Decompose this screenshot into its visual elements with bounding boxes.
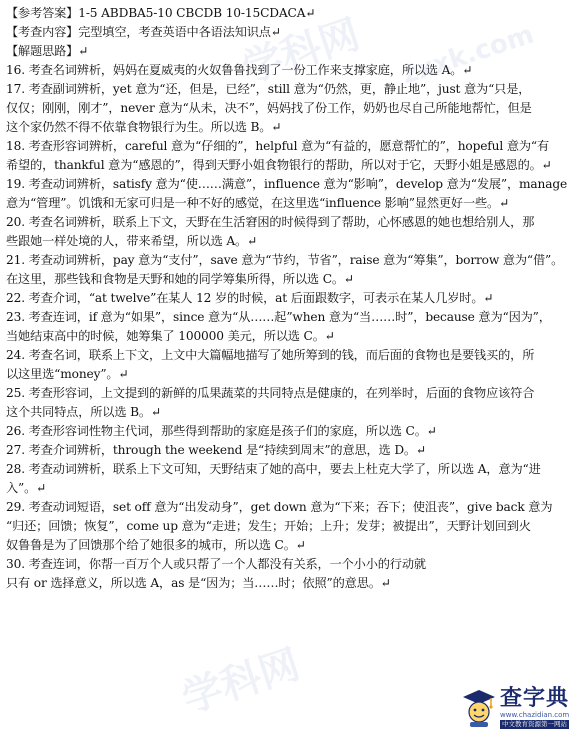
text-line: 25. 考查形容词，上文提到的新鲜的瓜果蔬菜的共同特点是健康的，在列举时，后面的食物应该符合 xyxy=(6,386,535,400)
text-line: 22. 考查介词，“at twelve”在某人 12 岁的时候，at 后面跟数字，可表示在某人几岁时。↵ xyxy=(6,291,494,305)
text-line: 16. 考查名词辨析，妈妈在夏威夷的火奴鲁鲁找到了一份工作来支撑家庭，所以选 A。↵ xyxy=(6,63,473,77)
text-line: 意为“管理”。饥饿和无家可归是一种不好的感觉，在这里选“influence 影响”显然更好一些。↵ xyxy=(6,196,510,210)
text-line: 些跟她一样处境的人，带来希望，所以选 A。↵ xyxy=(6,234,258,248)
text-line: 只有 or 选择意义，所以选 A，as 是“因为；当……时；依照”的意思。↵ xyxy=(6,576,391,590)
site-logo xyxy=(462,684,582,732)
text-line: 以这里选“money”。↵ xyxy=(6,367,129,381)
text-line: 希望的，thankful 意为“感恩的”，得到天野小姐食物银行的帮助，所以对于它，天野小姐是感恩的。↵ xyxy=(6,158,552,172)
graduate-mascot-icon xyxy=(462,688,496,728)
answer-document xyxy=(6,4,582,593)
text-line: 20. 考查名词辨析，联系上下文，天野在生活窘困的时候得到了帮助，心怀感恩的她也想给别人，那 xyxy=(6,215,535,229)
text-line: 29. 考查动词短语，set off 意为“出发动身”，get down 意为“下来；吞下；使沮丧”，give back 意为 xyxy=(6,500,553,514)
text-line: 19. 考查动词辨析，satisfy 意为“使……满意”，influence 意为“影响”，develop 意为“发展”，manage xyxy=(6,177,568,191)
text-line: 【解题思路】↵ xyxy=(6,44,89,58)
text-line: 仅仅；刚刚，刚才”，never 意为“从未，决不”，妈妈找了份工作，奶奶也尽自己所能地帮忙，但是 xyxy=(6,101,532,115)
text-line: 27. 考查介词辨析，through the weekend 是“持续到周末”的意思，选 D。↵ xyxy=(6,443,427,457)
text-line: 23. 考查连词，if 意为“如果”，since 意为“从……起”when 意为“当……时”，because 意为“因为”， xyxy=(6,310,551,324)
watermark-url: zxxk.com xyxy=(398,19,538,91)
watermark-text: 学科网 xyxy=(236,11,366,93)
text-line: 这个家仍然不得不依靠食物银行为生。所以选 B。↵ xyxy=(6,120,282,134)
text-line: 【参考答案】1-5 ABDBA5-10 CBCDB 10-15CDACA↵ xyxy=(6,6,316,20)
text-line: “归还；回馈；恢复”，come up 意为“走进；发生；开始；上升；发芽；被提出”，天野计划回到火 xyxy=(6,519,531,533)
logo-url: www.chazidian.com xyxy=(500,711,570,719)
text-line: 30. 考查连词，你帮一百万个人或只帮了一个人都没有关系，一个小小的行动就 xyxy=(6,557,426,571)
text-line: 26. 考查形容词性物主代词，那些得到帮助的家庭是孩子们的家庭，所以选 C。↵ xyxy=(6,424,437,438)
text-line: 28. 考查动词辨析，联系上下文可知，天野结束了她的高中，要去上杜克大学了，所以选 A，意为“进 xyxy=(6,462,541,476)
text-line: 这个共同特点，所以选 B。↵ xyxy=(6,405,162,419)
text-line: 21. 考查动词辨析，pay 意为“支付”，save 意为“节约，节省”，raise 意为“筹集”，borrow 意为“借”。 xyxy=(6,253,564,267)
text-line: 17. 考查副词辨析，yet 意为“还，但是，已经”，still 意为“仍然，更，静止地”，just 意为“只是， xyxy=(6,82,531,96)
text-line: 奴鲁鲁是为了回馈那个给了她很多的城市，所以选 C。↵ xyxy=(6,538,306,552)
text-line: 18. 考查形容词辨析，careful 意为“仔细的”，helpful 意为“有益的，愿意帮忙的”，hopeful 意为“有 xyxy=(6,139,550,153)
text-line: 【考查内容】完型填空，考查英语中各语法知识点↵ xyxy=(6,25,281,39)
text-line: 当她结束高中的时候，她筹集了 100000 美元，所以选 C。↵ xyxy=(6,329,335,343)
logo-slogan: 中文教育资源第一网站 xyxy=(502,720,567,728)
text-line: 入”。↵ xyxy=(6,481,47,495)
watermark-text: 学科网 xyxy=(176,641,306,723)
text-line: 在这里，那些钱和食物是天野和她的同学筹集所得，所以选 C。↵ xyxy=(6,272,354,286)
logo-title: 查字典 xyxy=(500,686,570,711)
text-line: 24. 考查名词，联系上下文，上文中大篇幅地描写了她所筹到的钱，而后面的食物也是要钱买的，所 xyxy=(6,348,535,362)
